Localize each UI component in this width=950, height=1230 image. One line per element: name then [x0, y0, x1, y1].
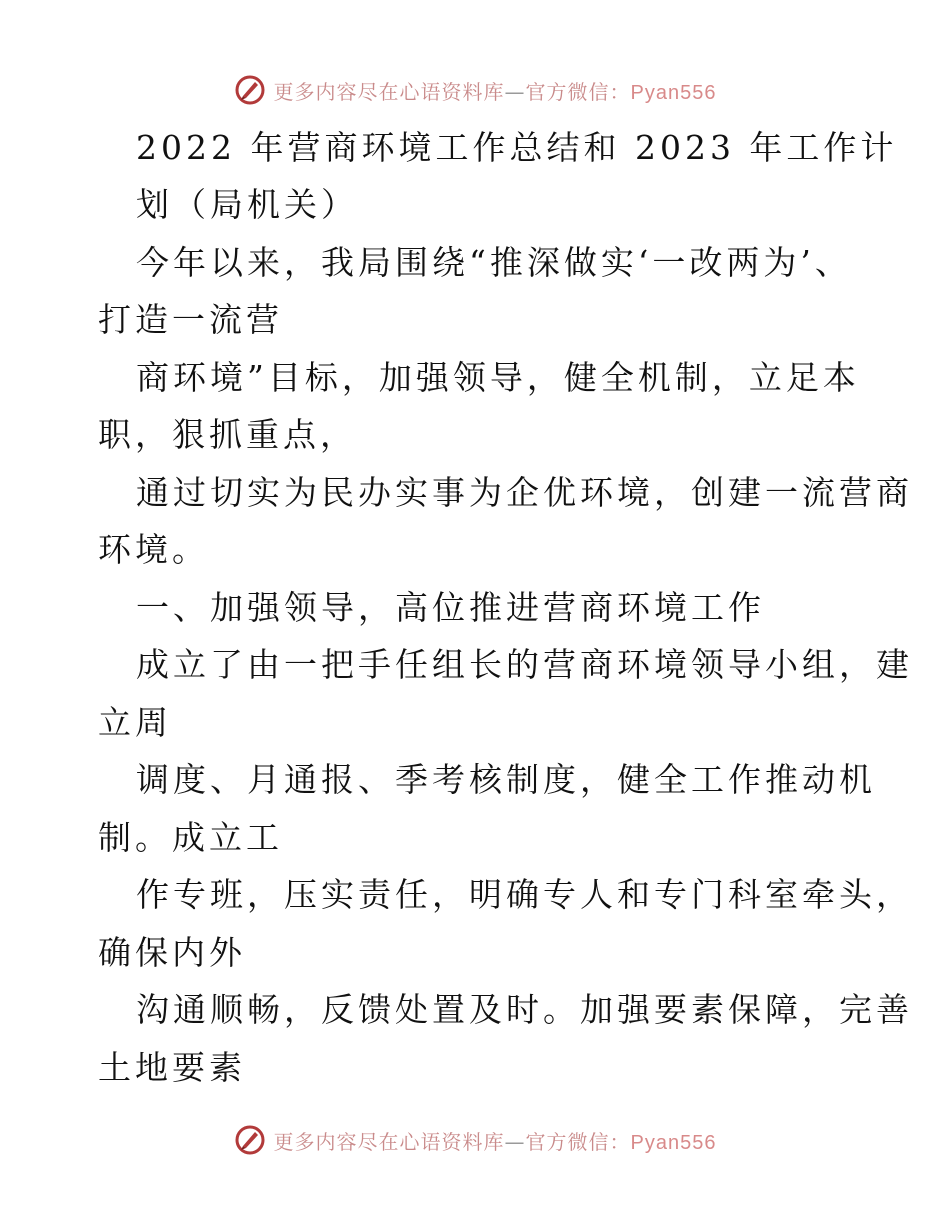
watermark-text: [274, 1126, 717, 1155]
paragraph-line: 调度、月通报、季考核制度，健全工作推动机: [136, 760, 876, 799]
watermark-separator: —: [504, 1129, 526, 1154]
quill-logo-icon: [234, 1124, 266, 1156]
paragraph-line: 作专班，压实责任，明确专人和专门科室牵头，: [136, 875, 913, 914]
watermark-main: 更多内容尽在心语资料库: [273, 79, 505, 104]
watermark-main: 更多内容尽在心语资料库: [273, 1129, 505, 1154]
paragraph-line: 确保内外: [98, 933, 246, 972]
paragraph-line: 立周: [98, 703, 172, 742]
watermark-separator: —: [504, 79, 526, 104]
watermark-footer: [0, 1120, 950, 1160]
paragraph-line: 商环境”目标，加强领导，健全机制，立足本: [136, 358, 860, 397]
doc-title-line-2: 划（局机关）: [136, 185, 358, 224]
section-heading: 一、加强领导，高位推进营商环境工作: [136, 588, 765, 627]
paragraph-line: 环境。: [98, 530, 209, 569]
paragraph-line: 今年以来，我局围绕“推深做实‘一改两为’、: [136, 243, 852, 282]
paragraph-line: 制。成立工: [98, 818, 283, 857]
paragraph-line: 沟通顺畅，反馈处置及时。加强要素保障，完善: [136, 990, 913, 1029]
watermark-suffix: 官方微信：: [525, 79, 631, 104]
quill-logo-icon: [234, 74, 266, 106]
paragraph-line: 成立了由一把手任组长的营商环境领导小组，建: [136, 645, 913, 684]
paragraph-line: 打造一流营: [98, 300, 283, 339]
paragraph-line: 通过切实为民办实事为企优环境，创建一流营商: [136, 473, 913, 512]
watermark-id: Pyan556: [630, 81, 717, 104]
watermark-header: [0, 70, 950, 110]
paragraph-line: 职，狠抓重点，: [98, 415, 357, 454]
watermark-id: Pyan556: [630, 1131, 717, 1154]
watermark-suffix: 官方微信：: [525, 1129, 631, 1154]
paragraph-line: 土地要素: [98, 1048, 246, 1087]
doc-title-line-1: 2022 年营商环境工作总结和 2023 年工作计: [136, 128, 898, 167]
watermark-text: [274, 76, 717, 105]
